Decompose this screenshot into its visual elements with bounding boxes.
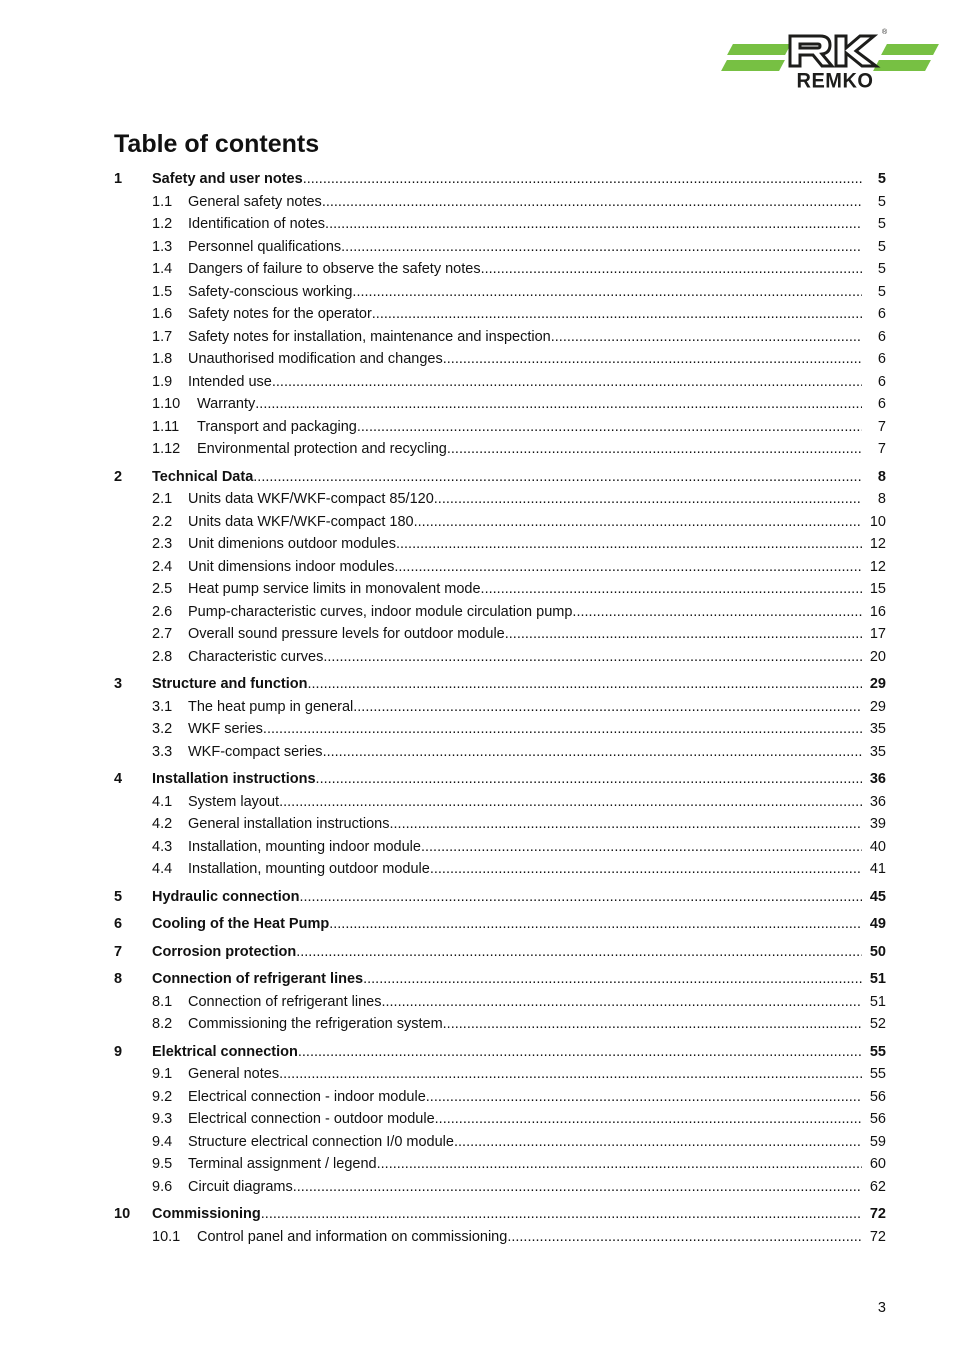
toc-section-row[interactable]: [114, 1153, 886, 1176]
toc-page: 5: [877, 171, 886, 187]
page-title: Table of contents: [114, 130, 320, 158]
toc-leader-dots: [272, 371, 862, 394]
toc-title: General installation instructions: [188, 816, 390, 832]
toc-number: 10.1: [152, 1228, 181, 1245]
toc-title: Characteristic curves: [188, 648, 324, 665]
toc-leader-dots: [323, 741, 862, 764]
toc-leader-dots: [421, 836, 862, 859]
toc-leader-dots: [426, 1086, 862, 1109]
toc-number: 2: [114, 468, 123, 485]
toc-chapter-row[interactable]: [114, 168, 886, 191]
toc-number: 6: [114, 916, 123, 932]
toc-title: Dangers of failure to observe the safety notes: [188, 261, 481, 277]
toc-number: 2.5: [152, 581, 173, 597]
toc-page: 12: [869, 558, 886, 575]
toc-section-row[interactable]: [114, 718, 886, 741]
toc-leader-dots: [357, 416, 862, 439]
toc-number: 1.3: [152, 238, 173, 255]
toc-page: 36: [869, 793, 886, 810]
toc-number: 2.8: [152, 648, 173, 665]
toc-title: Safety notes for the operator: [188, 306, 372, 322]
toc-number: 1.8: [152, 351, 173, 367]
toc-title: Electrical connection - outdoor module: [188, 1111, 435, 1127]
toc-title: Transport and packaging: [197, 418, 357, 435]
toc-page: 8: [877, 491, 886, 507]
toc-page: 45: [869, 888, 886, 905]
toc-title: Pump-characteristic curves, indoor module circulation pump: [188, 603, 573, 620]
toc-section-row[interactable]: [114, 858, 886, 881]
toc-page: 17: [869, 626, 886, 642]
toc-section-row[interactable]: [114, 1131, 886, 1154]
toc-title: System layout: [188, 793, 280, 810]
toc-number: 7: [114, 943, 123, 960]
toc-number: 1.6: [152, 306, 173, 322]
toc-section-row[interactable]: [114, 213, 886, 236]
toc-page: 16: [869, 603, 886, 620]
toc-title: Unauthorised modification and changes: [188, 351, 443, 367]
toc-number: 3.1: [152, 698, 173, 715]
toc-title: Structure electrical connection I/0 module: [188, 1133, 454, 1150]
toc-number: 9.5: [152, 1156, 173, 1172]
toc-number: 1.4: [152, 261, 173, 277]
toc-title: Structure and function: [152, 676, 308, 692]
toc-title: General safety notes: [188, 193, 322, 210]
toc-leader-dots: [454, 1131, 862, 1154]
toc-page: 55: [869, 1043, 886, 1060]
toc-page: 6: [877, 396, 886, 412]
toc-leader-dots: [377, 1153, 862, 1176]
toc-number: 1.11: [152, 418, 180, 435]
table-of-contents: [114, 168, 886, 1248]
toc-title: Warranty: [197, 396, 256, 412]
toc-leader-dots: [261, 1203, 862, 1226]
toc-title: Overall sound pressure levels for outdoor module: [188, 626, 505, 642]
toc-number: 2.3: [152, 536, 173, 552]
toc-title: Units data WKF/WKF-compact 180: [188, 513, 414, 530]
toc-leader-dots: [505, 623, 862, 646]
toc-number: 5: [114, 888, 123, 905]
toc-title: Corrosion protection: [152, 943, 297, 960]
toc-page: 6: [877, 351, 886, 367]
toc-section-row[interactable]: [114, 1176, 886, 1199]
toc-section-row[interactable]: [114, 416, 886, 439]
toc-leader-dots: [363, 968, 862, 991]
toc-number: 8.1: [152, 993, 173, 1010]
toc-number: 9.3: [152, 1111, 173, 1127]
toc-number: 1.2: [152, 216, 173, 232]
toc-title: Safety and user notes: [152, 171, 303, 187]
toc-section-row[interactable]: [114, 1086, 886, 1109]
toc-number: 1.12: [152, 441, 181, 457]
toc-page: 6: [877, 373, 886, 390]
toc-title: Installation, mounting outdoor module: [188, 861, 430, 877]
toc-chapter-row[interactable]: [114, 466, 886, 489]
toc-title: Safety notes for installation, maintenance and inspection: [188, 328, 551, 345]
toc-leader-dots: [435, 1108, 862, 1131]
toc-chapter-row[interactable]: [114, 941, 886, 964]
toc-leader-dots: [293, 1176, 862, 1199]
toc-leader-dots: [263, 718, 862, 741]
logo-green-stripe: [721, 60, 785, 71]
toc-leader-dots: [572, 601, 862, 624]
toc-leader-dots: [316, 768, 862, 791]
toc-number: 2.1: [152, 491, 173, 507]
toc-section-row[interactable]: [114, 281, 886, 304]
toc-page: 5: [877, 238, 886, 255]
toc-number: 4.2: [152, 816, 173, 832]
toc-leader-dots: [390, 813, 863, 836]
registered-mark: ®: [882, 29, 888, 36]
toc-leader-dots: [551, 326, 862, 349]
toc-section-row[interactable]: [114, 258, 886, 281]
toc-number: 9.4: [152, 1133, 173, 1150]
toc-title: Technical Data: [152, 468, 254, 485]
toc-title: Identification of notes: [188, 216, 326, 232]
toc-page: 56: [869, 1111, 886, 1127]
toc-section-row[interactable]: [114, 601, 886, 624]
toc-page: 59: [869, 1133, 886, 1150]
toc-title: Hydraulic connection: [152, 888, 300, 905]
toc-title: Intended use: [188, 373, 272, 390]
toc-leader-dots: [394, 556, 862, 579]
toc-page: 12: [869, 536, 886, 552]
toc-section-row[interactable]: [114, 303, 886, 326]
toc-page: 7: [877, 418, 886, 435]
toc-section-row[interactable]: [114, 533, 886, 556]
toc-section-row[interactable]: [114, 348, 886, 371]
toc-section-row[interactable]: [114, 813, 886, 836]
toc-page: 41: [869, 861, 886, 877]
toc-number: 1.10: [152, 396, 181, 412]
toc-leader-dots: [481, 258, 862, 281]
toc-page: 56: [869, 1088, 886, 1105]
toc-page: 35: [869, 743, 886, 760]
toc-section-row[interactable]: [114, 1108, 886, 1131]
toc-leader-dots: [341, 236, 862, 259]
toc-section-row[interactable]: [114, 1226, 886, 1249]
toc-page: 62: [869, 1178, 886, 1195]
toc-page: 72: [869, 1206, 886, 1222]
toc-number: 1.5: [152, 283, 173, 300]
toc-leader-dots: [434, 488, 862, 511]
toc-title: Safety-conscious working: [188, 283, 353, 300]
toc-leader-dots: [279, 1063, 862, 1086]
toc-chapter-row[interactable]: [114, 886, 886, 909]
toc-section-row[interactable]: [114, 836, 886, 859]
toc-chapter-row[interactable]: [114, 673, 886, 696]
toc-number: 9.1: [152, 1066, 173, 1082]
toc-leader-dots: [307, 673, 862, 696]
toc-leader-dots: [298, 1041, 862, 1064]
toc-section-row[interactable]: [114, 991, 886, 1014]
toc-title: Cooling of the Heat Pump: [152, 916, 330, 932]
logo-rk-mark-icon: [786, 32, 882, 70]
toc-number: 8: [114, 971, 123, 987]
toc-leader-dots: [279, 791, 862, 814]
toc-section-row[interactable]: [114, 556, 886, 579]
toc-title: Terminal assignment / legend: [188, 1156, 377, 1172]
toc-title: Personnel qualifications: [188, 238, 342, 255]
toc-title: Installation, mounting indoor module: [188, 838, 421, 855]
toc-number: 2.6: [152, 603, 173, 620]
toc-section-row[interactable]: [114, 191, 886, 214]
logo-brand-text: REMKO: [796, 69, 874, 93]
toc-number: 1.1: [152, 193, 173, 210]
toc-leader-dots: [353, 696, 862, 719]
toc-leader-dots: [443, 348, 862, 371]
toc-title: Control panel and information on commissioning: [197, 1228, 508, 1245]
toc-leader-dots: [447, 438, 862, 461]
toc-title: Unit dimenions outdoor modules: [188, 536, 396, 552]
toc-leader-dots: [322, 191, 862, 214]
toc-leader-dots: [325, 213, 862, 236]
toc-section-row[interactable]: [114, 236, 886, 259]
remko-logo: [724, 30, 938, 94]
logo-green-stripe: [881, 44, 939, 55]
toc-leader-dots: [507, 1226, 862, 1249]
toc-page: 5: [877, 216, 886, 232]
toc-page: 35: [869, 721, 886, 737]
toc-page: 5: [877, 261, 886, 277]
toc-number: 2.4: [152, 558, 173, 575]
toc-section-row[interactable]: [114, 791, 886, 814]
toc-page: 6: [877, 328, 886, 345]
toc-page: 72: [869, 1228, 886, 1245]
toc-title: Commissioning: [152, 1206, 261, 1222]
toc-page: 20: [869, 648, 886, 665]
toc-number: 9.6: [152, 1178, 173, 1195]
toc-leader-dots: [372, 303, 862, 326]
toc-title: Elektrical connection: [152, 1043, 298, 1060]
toc-page: 8: [877, 468, 886, 485]
toc-title: Unit dimensions indoor modules: [188, 558, 395, 575]
toc-page: 51: [869, 993, 886, 1010]
toc-page: 51: [869, 971, 886, 987]
toc-section-row[interactable]: [114, 511, 886, 534]
toc-page: 52: [869, 1016, 886, 1032]
toc-leader-dots: [381, 991, 862, 1014]
toc-page: 60: [869, 1156, 886, 1172]
toc-leader-dots: [329, 913, 862, 936]
toc-number: 8.2: [152, 1016, 173, 1032]
toc-number: 4: [114, 771, 123, 787]
toc-page: 29: [869, 676, 886, 692]
toc-chapter-row[interactable]: [114, 913, 886, 936]
toc-section-row[interactable]: [114, 1013, 886, 1036]
toc-title: WKF series: [188, 721, 263, 737]
toc-leader-dots: [296, 941, 862, 964]
toc-number: 3.3: [152, 743, 173, 760]
toc-section-row[interactable]: [114, 371, 886, 394]
toc-section-row[interactable]: [114, 1063, 886, 1086]
toc-leader-dots: [396, 533, 862, 556]
toc-leader-dots: [481, 578, 862, 601]
toc-leader-dots: [255, 393, 862, 416]
toc-title: General notes: [188, 1066, 280, 1082]
toc-title: WKF-compact series: [188, 743, 323, 760]
toc-page: 6: [877, 306, 886, 322]
toc-chapter-row[interactable]: [114, 1203, 886, 1226]
toc-section-row[interactable]: [114, 438, 886, 461]
toc-section-row[interactable]: [114, 696, 886, 719]
toc-section-row[interactable]: [114, 488, 886, 511]
toc-title: Units data WKF/WKF-compact 85/120: [188, 491, 434, 507]
toc-page: 39: [869, 816, 886, 832]
toc-number: 2.7: [152, 626, 173, 642]
toc-page: 29: [869, 698, 886, 715]
toc-number: 1.9: [152, 373, 173, 390]
toc-leader-dots: [352, 281, 862, 304]
toc-chapter-row[interactable]: [114, 968, 886, 991]
toc-number: 3.2: [152, 721, 173, 737]
toc-section-row[interactable]: [114, 326, 886, 349]
logo-green-stripe: [727, 44, 791, 55]
toc-number: 4.3: [152, 838, 173, 855]
toc-number: 2.2: [152, 513, 173, 530]
toc-leader-dots: [430, 858, 862, 881]
toc-title: Installation instructions: [152, 771, 316, 787]
toc-section-row[interactable]: [114, 646, 886, 669]
toc-number: 1: [114, 171, 123, 187]
toc-section-row[interactable]: [114, 393, 886, 416]
page-number: 3: [877, 1300, 886, 1316]
toc-page: 40: [869, 838, 886, 855]
toc-page: 5: [877, 283, 886, 300]
toc-page: 7: [877, 441, 886, 457]
toc-page: 10: [869, 513, 886, 530]
toc-leader-dots: [443, 1013, 862, 1036]
toc-section-row[interactable]: [114, 578, 886, 601]
toc-title: Heat pump service limits in monovalent mode: [188, 581, 481, 597]
toc-title: Connection of refrigerant lines: [188, 993, 382, 1010]
toc-leader-dots: [299, 886, 862, 909]
toc-chapter-row[interactable]: [114, 1041, 886, 1064]
toc-number: 4.4: [152, 861, 173, 877]
toc-page: 36: [869, 771, 886, 787]
toc-title: Environmental protection and recycling: [197, 441, 447, 457]
toc-chapter-row[interactable]: [114, 768, 886, 791]
toc-leader-dots: [303, 168, 862, 191]
toc-page: 49: [869, 916, 886, 932]
toc-leader-dots: [414, 511, 862, 534]
toc-number: 9: [114, 1043, 123, 1060]
toc-title: Circuit diagrams: [188, 1178, 293, 1195]
toc-title: Commissioning the refrigeration system: [188, 1016, 443, 1032]
toc-section-row[interactable]: [114, 741, 886, 764]
toc-number: 4.1: [152, 793, 173, 810]
toc-number: 9.2: [152, 1088, 173, 1105]
toc-page: 50: [869, 943, 886, 960]
toc-title: The heat pump in general: [188, 698, 354, 715]
toc-page: 5: [877, 193, 886, 210]
toc-number: 1.7: [152, 328, 173, 345]
toc-number: 3: [114, 676, 123, 692]
toc-page: 15: [869, 581, 886, 597]
toc-title: Electrical connection - indoor module: [188, 1088, 426, 1105]
toc-title: Connection of refrigerant lines: [152, 971, 364, 987]
toc-leader-dots: [253, 466, 862, 489]
toc-number: 10: [114, 1206, 131, 1222]
toc-page: 55: [869, 1066, 886, 1082]
toc-section-row[interactable]: [114, 623, 886, 646]
toc-leader-dots: [323, 646, 862, 669]
